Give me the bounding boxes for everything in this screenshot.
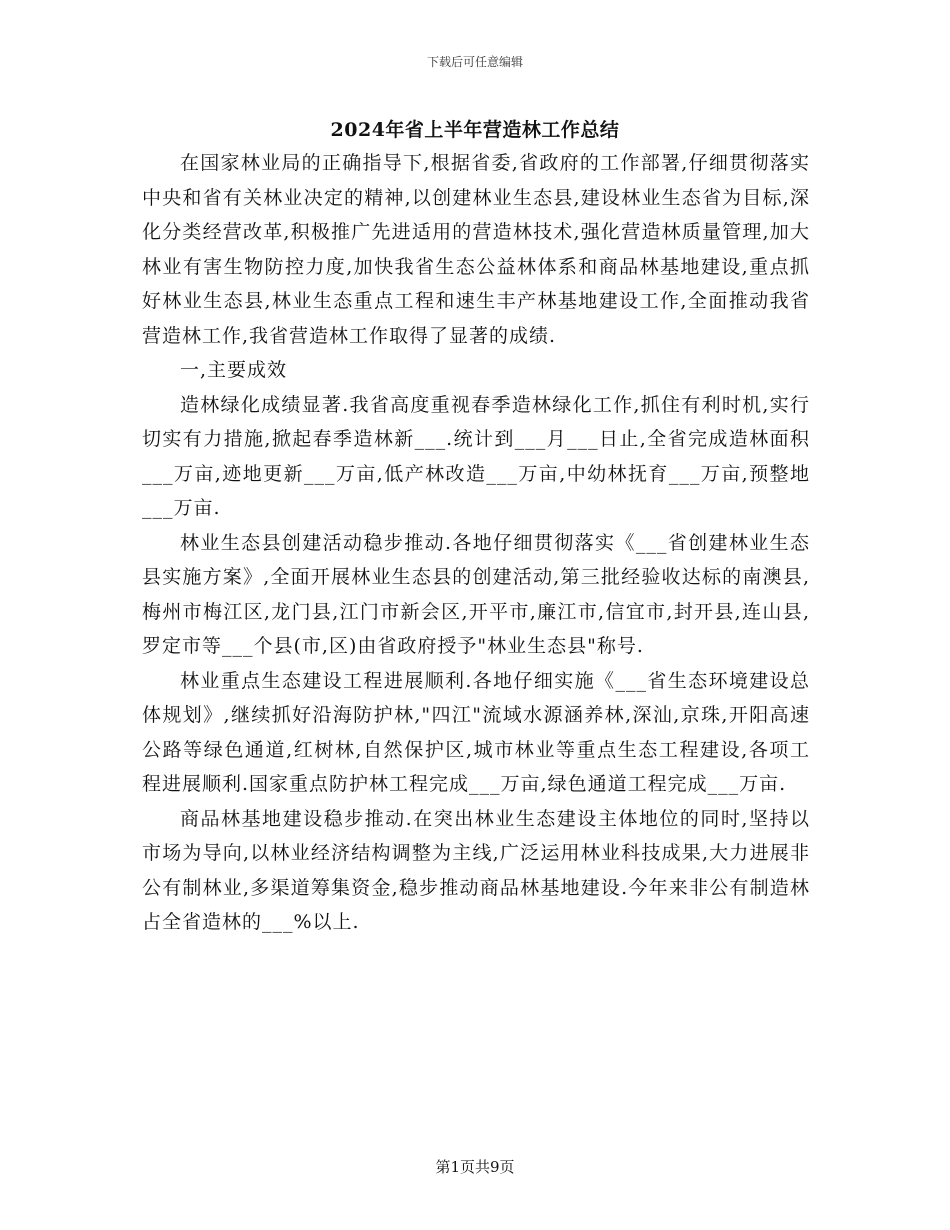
document-body [142,146,810,940]
page-number-footer: 第1页共9页 [435,1158,515,1176]
header-note: 下载后可任意编辑 [426,55,523,69]
paragraph-key-projects: 林业重点生态建设工程进展顺利.各地仔细实施《___省生态环境建设总体规划》,继续抓好沿海防护林,"四江"流域水源涵养林,深汕,京珠,开阳高速公路等绿色通道,红树林,自然保护区,城市林业等重点生态工程建设,各项工程进展顺利.国家重点防护林工程完成___万亩,绿色通道工程完成___万亩. [142,669,810,795]
paragraph-intro: 在国家林业局的正确指导下,根据省委,省政府的工作部署,仔细贯彻落实中央和省有关林业决定的精神,以创建林业生态县,建设林业生态省为目标,深化分类经营改革,积极推广先进适用的营造林技术,强化营造林质量管理,加大林业有害生物防控力度,加快我省生态公益林体系和商品林基地建设,重点抓好林业生态县,林业生态重点工程和速生丰产林基地建设工作,全面推动我省营造林工作,我省营造林工作取得了显著的成绩. [142,152,810,347]
document-title: 2024年省上半年营造林工作总结 [330,119,620,141]
paragraph-afforestation: 造林绿化成绩显著.我省高度重视春季造林绿化工作,抓住有利时机,实行切实有力措施,掀起春季造林新___.统计到___月___日止,全省完成造林面积___万亩,迹地更新___万亩,低产林改造___万亩,中幼林抚育___万亩,预整地___万亩. [142,393,810,519]
paragraph-commercial-forest: 商品林基地建设稳步推动.在突出林业生态建设主体地位的同时,坚持以市场为导向,以林业经济结构调整为主线,广泛运用林业科技成果,大力进展非公有制林业,多渠道筹集资金,稳步推动商品林基地建设.今年来非公有制造林占全省造林的___%以上. [142,807,810,933]
section-heading-main-results: 一,主要成效 [180,359,288,381]
paragraph-eco-county: 林业生态县创建活动稳步推动.各地仔细贯彻落实《___省创建林业生态县实施方案》,全面开展林业生态县的创建活动,第三批经验收达标的南澳县,梅州市梅江区,龙门县,江门市新会区,开平市,廉江市,信宜市,封开县,连山县,罗定市等___个县(市,区)由省政府授予"林业生态县"称号. [142,531,810,657]
